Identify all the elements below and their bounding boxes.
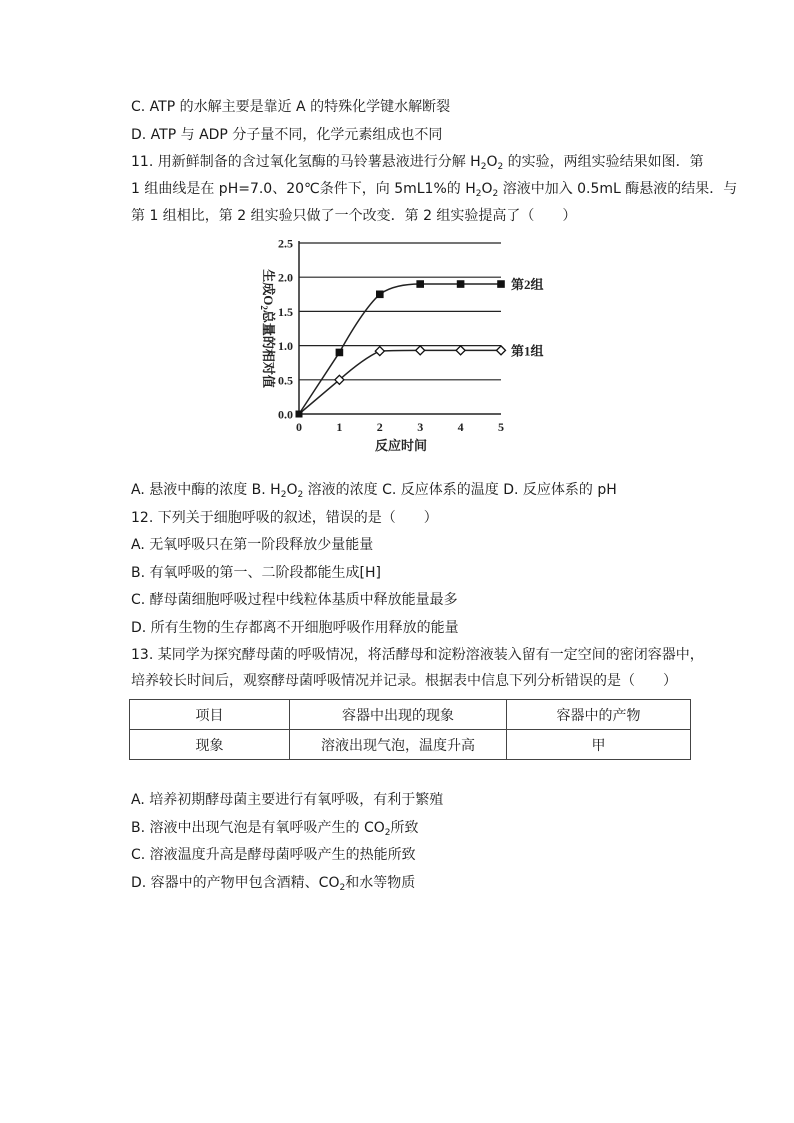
x-tick-label: 1 (336, 420, 343, 434)
o2-line-chart (258, 232, 558, 460)
data-point (497, 280, 505, 288)
y-tick-label: 0.5 (278, 373, 293, 388)
x-tick-label: 5 (498, 420, 504, 434)
option-d-prev: D. ATP 与 ADP 分子量不同，化学元素组成也不同 (131, 127, 443, 143)
series-line (299, 350, 501, 414)
q13-option-a: A. 培养初期酵母菌主要进行有氧呼吸，有利于繁殖 (131, 792, 444, 808)
data-point (296, 411, 303, 418)
q13-stem-line1: 13. 某同学为探究酵母菌的呼吸情况，将活酵母和淀粉溶液装入留有一定空间的密闭容器中， (131, 647, 704, 663)
table-row (130, 730, 691, 760)
q13-option-c: C. 溶液温度升高是酵母菌呼吸产生的热能所致 (131, 847, 416, 863)
table-cell: 现象 (130, 730, 290, 760)
x-tick-label: 4 (457, 420, 464, 434)
option-c-prev: C. ATP 的水解主要是靠近 A 的特殊化学键水解断裂 (131, 99, 451, 115)
data-point (457, 280, 465, 288)
y-tick-labels (278, 237, 293, 422)
x-tick-label: 3 (417, 420, 424, 434)
table-cell: 溶液出现气泡，温度升高 (290, 730, 507, 760)
data-point (456, 346, 465, 355)
series-label: 第2组 (511, 277, 544, 293)
q12-option-b: B. 有氧呼吸的第一、二阶段都能生成[H] (131, 565, 381, 581)
q13-option-b: B. 溶液中出现气泡是有氧呼吸产生的 $CO_2$所致 (131, 820, 419, 838)
q13-option-d: D. 容器中的产物甲包含酒精、$CO_2$和水等物质 (131, 875, 416, 893)
x-tick-labels (296, 420, 504, 434)
q12-option-c: C. 酵母菌细胞呼吸过程中线粒体基质中释放能量最多 (131, 592, 458, 608)
q11-stem-line3: 第 1 组相比，第 2 组实验只做了一个改变．第 2 组实验提高了（ ） (131, 208, 577, 224)
table-header-cell: 容器中的产物 (507, 700, 691, 730)
q11-stem-line2: 1 组曲线是在 pH=7.0、20℃条件下，向 5mL1%的 $H_2O_2$ 溶液中加入 0.5mL 酶悬液的结果．与 (131, 181, 738, 199)
x-tick-label: 2 (376, 420, 383, 434)
y-tick-label: 1.5 (278, 304, 293, 319)
series-labels (511, 277, 544, 358)
data-point (416, 280, 424, 288)
q11-stem-line1: 11. 用新鲜制备的含过氧化氢酶的马铃薯悬液进行分解 $H_2O_2$ 的实验，两组实验结果如图．第 (131, 154, 704, 172)
series-label: 第1组 (511, 343, 544, 359)
y-tick-label: 1.0 (278, 339, 293, 354)
q12-stem: 12. 下列关于细胞呼吸的叙述，错误的是（ ） (131, 510, 438, 526)
series-line (299, 284, 501, 414)
x-tick-label: 0 (296, 420, 302, 434)
series-markers (296, 280, 506, 417)
chart-gridlines (299, 243, 501, 380)
q12-option-d: D. 所有生物的生存都离不开细胞呼吸作用释放的能量 (131, 620, 459, 636)
data-point (336, 349, 344, 357)
data-point (416, 346, 425, 355)
table-header-cell: 项目 (130, 700, 290, 730)
q13-table (129, 699, 691, 760)
table-header-cell: 容器中出现的现象 (290, 700, 507, 730)
y-axis-label: 生成$O_2$总量的相对值 (259, 269, 276, 388)
q12-option-a: A. 无氧呼吸只在第一阶段释放少量能量 (131, 537, 374, 553)
table-cell: 甲 (507, 730, 691, 760)
x-axis-label: 反应时间 (374, 438, 428, 453)
y-tick-label: 2.0 (278, 270, 293, 285)
data-point (376, 291, 384, 299)
data-point (497, 346, 506, 355)
y-tick-label: 2.5 (278, 236, 293, 251)
y-tick-label: 0.0 (278, 407, 293, 422)
series-lines (299, 284, 501, 414)
table-header-row (130, 700, 691, 730)
data-point (375, 347, 384, 356)
q11-options: A. 悬液中酶的浓度 B. $H_2O_2$ 溶液的浓度 C. 反应体系的温度 D. 反应体系的 pH (131, 482, 617, 500)
q13-stem-line2: 培养较长时间后，观察酵母菌呼吸情况并记录。根据表中信息下列分析错误的是（ ） (131, 673, 677, 689)
